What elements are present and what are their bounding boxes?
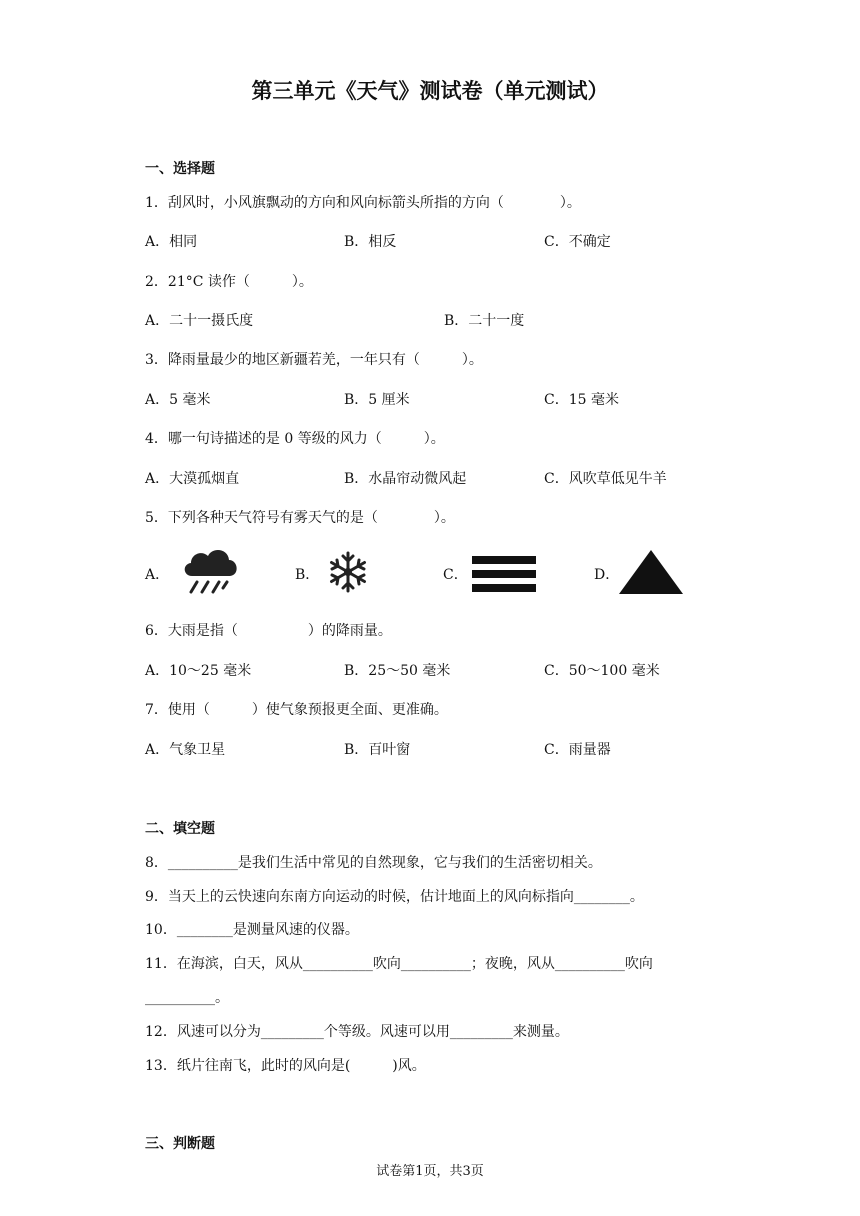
q7-option-a[interactable]: A．气象卫星 [145, 742, 226, 758]
question-5: 5．下列各种天气符号有雾天气的是（ ）。 [145, 510, 455, 526]
page-footer: 试卷第1页，共3页 [376, 1164, 484, 1179]
question-1: 1．刮风时，小风旗飘动的方向和风向标箭头所指的方向（ ）。 [145, 195, 581, 211]
question-11: 11．在海滨，白天，风从__________吹向__________；夜晚，风从__________吹向 [145, 956, 653, 972]
q3-option-a[interactable]: A．5 毫米 [145, 392, 211, 408]
question-10: 10．________是测量风速的仪器。 [145, 922, 359, 938]
section-heading-fill: 二、填空题 [145, 821, 215, 837]
rain-cloud-icon [180, 544, 242, 596]
question-13: 13．纸片往南飞，此时的风向是( )风。 [145, 1058, 426, 1074]
q1-option-a[interactable]: A．相同 [145, 234, 198, 250]
q4-option-a[interactable]: A．大漠孤烟直 [145, 471, 240, 487]
q2-option-a[interactable]: A．二十一摄氏度 [145, 313, 254, 329]
q3-option-c[interactable]: C．15 毫米 [544, 392, 619, 408]
triangle-icon [619, 550, 683, 594]
question-4: 4．哪一句诗描述的是 0 等级的风力（ ）。 [145, 431, 445, 447]
q5-option-a-label[interactable]: A． [145, 567, 170, 583]
q7-option-c[interactable]: C．雨量器 [544, 742, 611, 758]
q5-option-b-label[interactable]: B． [295, 567, 320, 583]
section-heading-judge: 三、判断题 [145, 1136, 215, 1152]
q4-option-b[interactable]: B．水晶帘动微风起 [344, 471, 467, 487]
q6-option-a[interactable]: A．10～25 毫米 [145, 663, 252, 679]
question-6: 6．大雨是指（ ）的降雨量。 [145, 623, 392, 639]
q6-option-b[interactable]: B．25～50 毫米 [344, 663, 451, 679]
snowflake-icon [326, 550, 370, 594]
q1-option-b[interactable]: B．相反 [344, 234, 397, 250]
section-heading-choice: 一、选择题 [145, 161, 215, 177]
q5-option-d-label[interactable]: D． [594, 567, 620, 583]
q6-option-c[interactable]: C．50～100 毫米 [544, 663, 660, 679]
q1-option-c[interactable]: C．不确定 [544, 234, 611, 250]
q2-option-b[interactable]: B．二十一度 [444, 313, 525, 329]
page-title: 第三单元《天气》测试卷（单元测试） [251, 78, 609, 103]
question-12: 12．风速可以分为_________个等级。风速可以用_________来测量。 [145, 1024, 569, 1040]
question-7: 7．使用（ ）使气象预报更全面、更准确。 [145, 702, 448, 718]
fog-icon [472, 556, 536, 592]
q3-option-b[interactable]: B．5 厘米 [344, 392, 410, 408]
q7-option-b[interactable]: B．百叶窗 [344, 742, 411, 758]
q5-option-c-label[interactable]: C． [443, 567, 468, 583]
question-11-continued: __________。 [145, 990, 229, 1006]
question-8: 8．__________是我们生活中常见的自然现象，它与我们的生活密切相关。 [145, 855, 602, 871]
q4-option-c[interactable]: C．风吹草低见牛羊 [544, 471, 667, 487]
question-3: 3．降雨量最少的地区新疆若羌，一年只有（ ）。 [145, 352, 483, 368]
question-2: 2．21°C 读作（ ）。 [145, 274, 313, 290]
question-9: 9．当天上的云快速向东南方向运动的时候，估计地面上的风向标指向________。 [145, 889, 644, 905]
